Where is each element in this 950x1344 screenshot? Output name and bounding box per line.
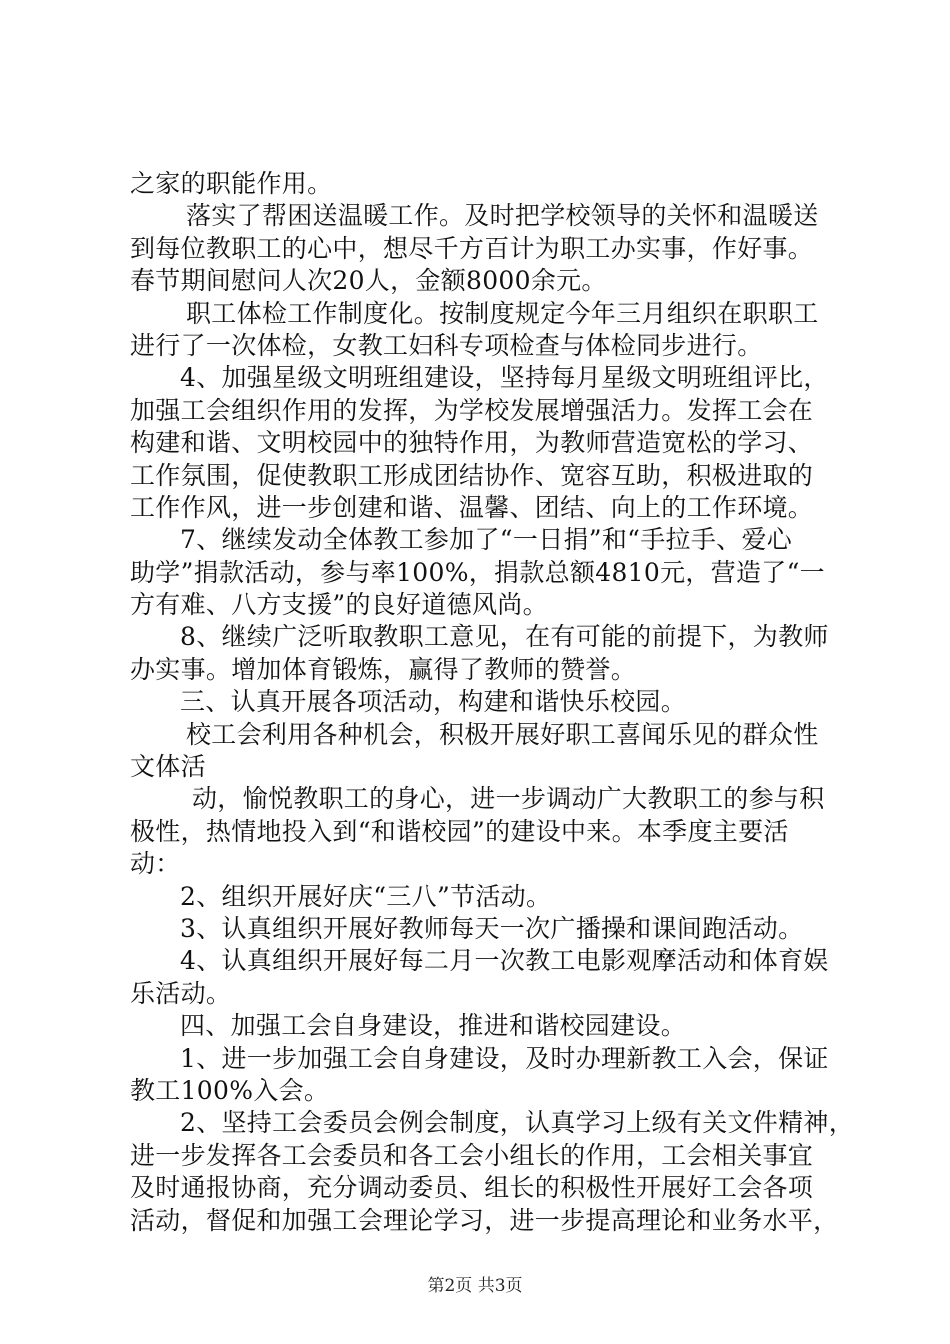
text-line: 职工体检工作制度化。按制度规定今年三月组织在职职工: [186, 298, 819, 328]
text-line: 四、加强工会自身建设，推进和谐校园建设。: [180, 1011, 687, 1041]
text-line: 工作氛围，促使教职工形成团结协作、宽容互助，积极进取的: [130, 460, 814, 490]
text-line: 4、加强星级文明班组建设，坚持每月星级文明班组评比，: [180, 363, 829, 393]
text-line: 1、进一步加强工会自身建设，及时办理新教工入会，保证: [180, 1043, 829, 1073]
text-line: 构建和谐、文明校园中的独特作用，为教师营造宽松的学习、: [130, 428, 814, 458]
text-line: 校工会利用各种机会，积极开展好职工喜闻乐见的群众性: [186, 719, 819, 749]
text-line: 2、组织开展好庆“三八”节活动。: [180, 881, 552, 911]
text-line: 8、继续广泛听取教职工意见，在有可能的前提下，为教师: [180, 622, 829, 652]
page-number-footer: 第2页 共3页: [427, 1276, 523, 1296]
text-line: 及时通报协商，充分调动委员、组长的积极性开展好工会各项: [130, 1173, 814, 1203]
text-line: 三、认真开展各项活动，构建和谐快乐校园。: [180, 687, 687, 717]
text-line: 动，愉悦教职工的身心，进一步调动广大教职工的参与积: [192, 784, 825, 814]
text-line: 3、认真组织开展好教师每天一次广播操和课间跑活动。: [180, 913, 804, 943]
text-line: 之家的职能作用。: [130, 169, 333, 198]
text-line: 活动，督促和加强工会理论学习，进一步提高理论和业务水平，: [130, 1205, 839, 1235]
text-line: 加强工会组织作用的发挥，为学校发展增强活力。发挥工会在: [130, 395, 814, 425]
text-line: 进行了一次体检，女教工妇科专项检查与体检同步进行。: [130, 330, 763, 360]
text-line: 落实了帮困送温暖工作。及时把学校领导的关怀和温暖送: [186, 201, 819, 231]
text-line: 到每位教职工的心中，想尽千方百计为职工办实事，作好事。: [130, 233, 814, 263]
text-line: 文体活: [130, 752, 206, 782]
text-line: 进一步发挥各工会委员和各工会小组长的作用，工会相关事宜: [130, 1140, 814, 1170]
text-line: 极性，热情地投入到“和谐校园”的建设中来。本季度主要活: [130, 816, 789, 846]
text-line: 动：: [130, 849, 181, 879]
text-line: 2、坚持工会委员会例会制度，认真学习上级有关文件精神，: [180, 1108, 855, 1138]
text-line: 乐活动。: [130, 978, 232, 1008]
document-body: [130, 168, 855, 1237]
text-line: 助学”捐款活动，参与率100%，捐款总额4810元，营造了“一: [130, 557, 825, 587]
text-line: 工作作风，进一步创建和谐、温馨、团结、向上的工作环境。: [130, 492, 814, 522]
text-line: 7、继续发动全体教工参加了“一日捐”和“手拉手、爱心: [180, 525, 793, 555]
text-line: 教工100%入会。: [130, 1075, 330, 1105]
text-line: 方有难、八方支援”的良好道德风尚。: [130, 590, 548, 620]
text-line: 办实事。增加体育锻炼，赢得了教师的赞誉。: [130, 654, 637, 684]
text-line: 春节期间慰问人次20人，金额8000余元。: [130, 266, 607, 296]
text-line: 4、认真组织开展好每二月一次教工电影观摩活动和体育娱: [180, 946, 829, 976]
